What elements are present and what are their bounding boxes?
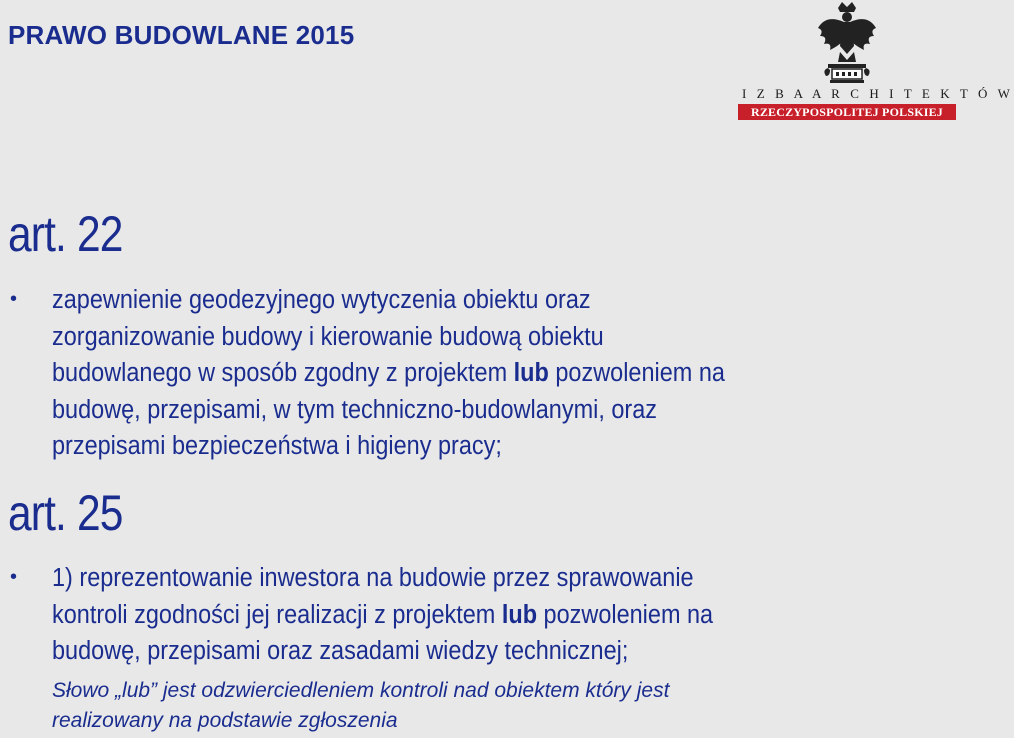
text-line: budowę, przepisami, w tym techniczno-budowlanymi, oraz (52, 395, 658, 424)
logo-text-izba: I Z B A A R C H I T E K T Ó W (742, 86, 1014, 101)
text-segment: kontroli zgodności jej realizacji z projektem (52, 600, 502, 629)
article-25-heading: art. 25 (8, 485, 123, 541)
text-line: zapewnienie geodezyjnego wytyczenia obiektu oraz (52, 286, 591, 314)
page-title: PRAWO BUDOWLANE 2015 (8, 20, 355, 50)
text-line: budowę, przepisami oraz zasadami wiedzy technicznej; (52, 637, 629, 665)
text-segment: pozwoleniem na (548, 359, 725, 387)
text-line (52, 597, 880, 634)
article-22-heading: art. 22 (8, 206, 123, 262)
article-22-text (52, 282, 880, 465)
izba-architektow-logo (738, 0, 1014, 122)
emphasis-lub: lub (513, 359, 549, 387)
bullet-icon: • (10, 288, 18, 310)
eagle-emblem-icon (816, 2, 878, 86)
italic-note (52, 676, 669, 736)
article-25-text (52, 560, 880, 670)
text-line: zorganizowanie budowy i kierowanie budową obiektu (52, 322, 604, 351)
text-line: 1) reprezentowanie inwestora na budowie przez sprawowanie (52, 564, 694, 592)
logo-text-rzeczypospolitej: RZECZYPOSPOLITEJ POLSKIEJ (738, 104, 956, 120)
text-segment: budowlanego w sposób zgodny z projektem (52, 359, 514, 387)
text-line (52, 355, 880, 392)
note-line: Słowo „lub” jest odzwierciedleniem kontroli nad obiektem który jest (52, 679, 670, 702)
emphasis-lub: lub (501, 600, 538, 629)
text-line: przepisami bezpieczeństwa i higieny pracy; (52, 432, 502, 460)
bullet-icon: • (10, 566, 18, 588)
text-segment: pozwoleniem na (537, 600, 714, 629)
note-line: realizowany na podstawie zgłoszenia (52, 709, 398, 732)
